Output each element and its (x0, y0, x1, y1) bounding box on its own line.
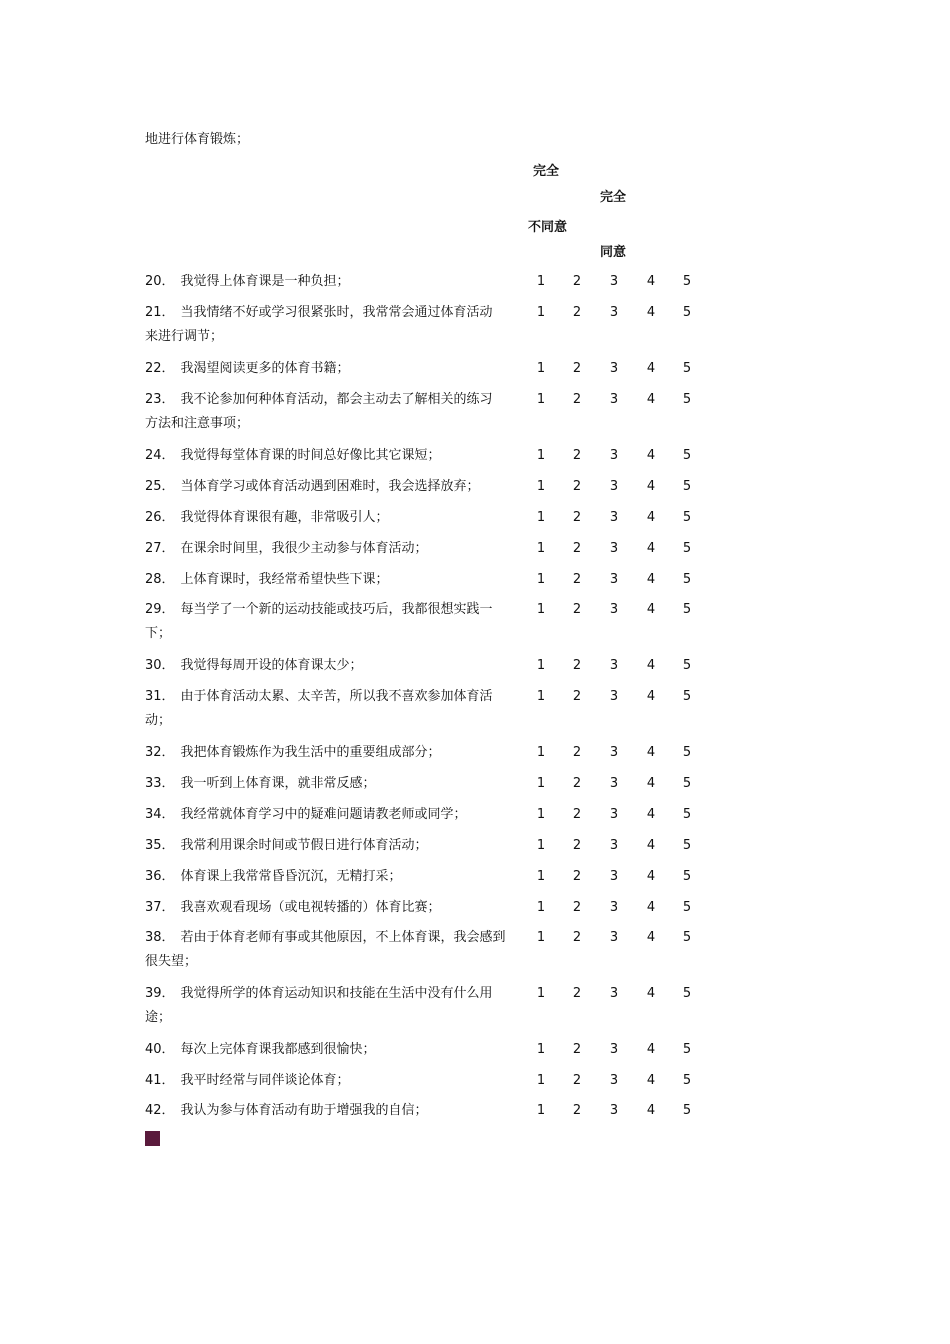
rating-option-1[interactable]: 1 (536, 361, 546, 376)
end-marker (145, 1131, 160, 1146)
question-text (145, 568, 530, 592)
question-text (145, 270, 530, 294)
rating-option-5[interactable]: 5 (682, 986, 692, 1001)
question-body: 上体育课时，我经常希望快些下课； (180, 572, 389, 587)
rating-scale (528, 654, 708, 678)
scale-header-right-bottom: 同意 (600, 245, 627, 260)
question-number: 36． (145, 869, 175, 884)
question-text (145, 896, 530, 920)
rating-scale (528, 1069, 708, 1093)
rating-option-3[interactable]: 3 (609, 541, 619, 556)
rating-scale (528, 926, 708, 950)
rating-option-1[interactable]: 1 (536, 658, 546, 673)
question-body-continued: 下； (145, 626, 172, 641)
question-number: 26． (145, 510, 175, 525)
rating-scale (528, 444, 708, 468)
rating-option-5[interactable]: 5 (682, 807, 692, 822)
rating-option-1[interactable]: 1 (536, 807, 546, 822)
rating-option-2[interactable]: 2 (572, 658, 582, 673)
rating-option-1[interactable]: 1 (536, 1042, 546, 1057)
question-number: 25． (145, 479, 175, 494)
rating-option-5[interactable]: 5 (682, 776, 692, 791)
rating-option-3[interactable]: 3 (609, 448, 619, 463)
rating-option-5[interactable]: 5 (682, 1103, 692, 1118)
question-body: 我平时经常与同伴谈论体育； (180, 1073, 350, 1088)
rating-option-3[interactable]: 3 (609, 689, 619, 704)
rating-option-2[interactable]: 2 (572, 689, 582, 704)
rating-option-4[interactable]: 4 (646, 392, 656, 407)
rating-option-4[interactable]: 4 (646, 930, 656, 945)
rating-scale (528, 741, 708, 765)
rating-option-4[interactable]: 4 (646, 776, 656, 791)
question-text (145, 982, 530, 1030)
rating-option-2[interactable]: 2 (572, 1073, 582, 1088)
question-text (145, 865, 530, 889)
rating-option-1[interactable]: 1 (536, 745, 546, 760)
question-text (145, 598, 530, 646)
question-number: 22． (145, 361, 175, 376)
rating-option-3[interactable]: 3 (609, 1073, 619, 1088)
rating-scale (528, 772, 708, 796)
rating-option-3[interactable]: 3 (609, 572, 619, 587)
rating-option-3[interactable]: 3 (609, 392, 619, 407)
question-text (145, 1069, 530, 1093)
question-number: 42． (145, 1103, 175, 1118)
rating-option-3[interactable]: 3 (609, 930, 619, 945)
rating-option-2[interactable]: 2 (572, 807, 582, 822)
rating-option-2[interactable]: 2 (572, 305, 582, 320)
rating-option-2[interactable]: 2 (572, 776, 582, 791)
question-number: 29． (145, 602, 175, 617)
question-text (145, 388, 530, 436)
rating-option-2[interactable]: 2 (572, 745, 582, 760)
question-body: 我常利用课余时间或节假日进行体育活动； (180, 838, 428, 853)
rating-option-4[interactable]: 4 (646, 305, 656, 320)
rating-option-3[interactable]: 3 (609, 869, 619, 884)
rating-scale (528, 388, 708, 412)
question-text (145, 301, 530, 349)
rating-option-3[interactable]: 3 (609, 658, 619, 673)
question-body-continued: 很失望； (145, 954, 198, 969)
question-number: 37． (145, 900, 175, 915)
question-body: 每次上完体育课我都感到很愉快； (180, 1042, 376, 1057)
question-body: 我经常就体育学习中的疑难问题请教老师或同学； (180, 807, 467, 822)
rating-option-1[interactable]: 1 (536, 776, 546, 791)
rating-scale (528, 270, 708, 294)
question-text (145, 475, 530, 499)
rating-option-5[interactable]: 5 (682, 479, 692, 494)
question-text (145, 741, 530, 765)
rating-option-4[interactable]: 4 (646, 448, 656, 463)
question-body: 我觉得所学的体育运动知识和技能在生活中没有什么用 (180, 986, 493, 1001)
question-number: 40． (145, 1042, 175, 1057)
question-text (145, 506, 530, 530)
question-body: 我把体育锻炼作为我生活中的重要组成部分； (180, 745, 441, 760)
rating-option-2[interactable]: 2 (572, 986, 582, 1001)
rating-scale (528, 598, 708, 622)
rating-option-4[interactable]: 4 (646, 838, 656, 853)
scale-header-right-top: 完全 (600, 190, 627, 205)
rating-option-1[interactable]: 1 (536, 479, 546, 494)
rating-option-5[interactable]: 5 (682, 1042, 692, 1057)
question-body: 体育课上我常常昏昏沉沉，无精打采； (180, 869, 402, 884)
rating-option-5[interactable]: 5 (682, 930, 692, 945)
rating-option-5[interactable]: 5 (682, 658, 692, 673)
question-number: 38． (145, 930, 175, 945)
question-text (145, 926, 530, 974)
rating-option-1[interactable]: 1 (536, 869, 546, 884)
rating-option-4[interactable]: 4 (646, 479, 656, 494)
question-text (145, 685, 530, 733)
rating-option-1[interactable]: 1 (536, 305, 546, 320)
rating-option-5[interactable]: 5 (682, 541, 692, 556)
rating-option-3[interactable]: 3 (609, 745, 619, 760)
rating-option-5[interactable]: 5 (682, 361, 692, 376)
rating-option-4[interactable]: 4 (646, 869, 656, 884)
rating-scale (528, 357, 708, 381)
question-number: 24． (145, 448, 175, 463)
rating-option-3[interactable]: 3 (609, 776, 619, 791)
question-number: 33． (145, 776, 175, 791)
rating-option-4[interactable]: 4 (646, 1073, 656, 1088)
rating-option-1[interactable]: 1 (536, 392, 546, 407)
rating-option-2[interactable]: 2 (572, 572, 582, 587)
rating-option-1[interactable]: 1 (536, 1103, 546, 1118)
rating-option-1[interactable]: 1 (536, 689, 546, 704)
rating-option-2[interactable]: 2 (572, 510, 582, 525)
rating-scale (528, 537, 708, 561)
rating-option-1[interactable]: 1 (536, 572, 546, 587)
rating-option-3[interactable]: 3 (609, 986, 619, 1001)
rating-scale (528, 301, 708, 325)
rating-scale (528, 896, 708, 920)
rating-scale (528, 685, 708, 709)
question-text (145, 772, 530, 796)
question-body-continued: 方法和注意事项； (145, 416, 250, 431)
question-body: 我喜欢观看现场（或电视转播的）体育比赛； (180, 900, 441, 915)
rating-option-3[interactable]: 3 (609, 1103, 619, 1118)
rating-option-5[interactable]: 5 (682, 745, 692, 760)
rating-option-4[interactable]: 4 (646, 361, 656, 376)
rating-option-4[interactable]: 4 (646, 1042, 656, 1057)
rating-option-1[interactable]: 1 (536, 900, 546, 915)
question-body: 当体育学习或体育活动遇到困难时，我会选择放弃； (180, 479, 480, 494)
rating-scale (528, 982, 708, 1006)
question-body-continued: 来进行调节； (145, 329, 224, 344)
rating-option-1[interactable]: 1 (536, 930, 546, 945)
rating-option-4[interactable]: 4 (646, 541, 656, 556)
question-body-continued: 动； (145, 713, 172, 728)
rating-option-3[interactable]: 3 (609, 602, 619, 617)
question-body: 每当学了一个新的运动技能或技巧后，我都很想实践一 (180, 602, 493, 617)
rating-option-5[interactable]: 5 (682, 602, 692, 617)
intro-text: 地进行体育锻炼； (145, 132, 250, 147)
rating-option-2[interactable]: 2 (572, 392, 582, 407)
question-body: 我觉得上体育课是一种负担； (180, 274, 350, 289)
question-body: 我觉得每周开设的体育课太少； (180, 658, 363, 673)
rating-option-2[interactable]: 2 (572, 274, 582, 289)
question-number: 41． (145, 1073, 175, 1088)
rating-option-3[interactable]: 3 (609, 274, 619, 289)
rating-option-5[interactable]: 5 (682, 392, 692, 407)
rating-option-3[interactable]: 3 (609, 479, 619, 494)
question-number: 21． (145, 305, 175, 320)
question-body: 我不论参加何种体育活动，都会主动去了解相关的练习 (180, 392, 493, 407)
question-number: 34． (145, 807, 175, 822)
question-text (145, 357, 530, 381)
rating-option-5[interactable]: 5 (682, 510, 692, 525)
rating-option-4[interactable]: 4 (646, 274, 656, 289)
question-text (145, 834, 530, 858)
question-body: 若由于体育老师有事或其他原因，不上体育课，我会感到 (180, 930, 506, 945)
rating-option-5[interactable]: 5 (682, 274, 692, 289)
rating-option-5[interactable]: 5 (682, 448, 692, 463)
rating-option-2[interactable]: 2 (572, 869, 582, 884)
rating-scale (528, 475, 708, 499)
question-text (145, 537, 530, 561)
rating-option-4[interactable]: 4 (646, 658, 656, 673)
rating-option-2[interactable]: 2 (572, 1042, 582, 1057)
rating-option-3[interactable]: 3 (609, 305, 619, 320)
rating-option-2[interactable]: 2 (572, 541, 582, 556)
rating-option-2[interactable]: 2 (572, 838, 582, 853)
scale-header-left-top: 完全 (533, 164, 560, 179)
rating-option-2[interactable]: 2 (572, 479, 582, 494)
rating-option-5[interactable]: 5 (682, 838, 692, 853)
rating-option-4[interactable]: 4 (646, 689, 656, 704)
rating-option-4[interactable]: 4 (646, 572, 656, 587)
rating-option-3[interactable]: 3 (609, 1042, 619, 1057)
rating-option-5[interactable]: 5 (682, 1073, 692, 1088)
rating-scale (528, 803, 708, 827)
question-number: 28． (145, 572, 175, 587)
question-number: 39． (145, 986, 175, 1001)
question-body: 我认为参与体育活动有助于增强我的自信； (180, 1103, 428, 1118)
rating-scale (528, 1038, 708, 1062)
rating-option-3[interactable]: 3 (609, 838, 619, 853)
question-body: 由于体育活动太累、太辛苦，所以我不喜欢参加体育活 (180, 689, 493, 704)
rating-scale (528, 865, 708, 889)
rating-option-4[interactable]: 4 (646, 510, 656, 525)
rating-option-4[interactable]: 4 (646, 745, 656, 760)
rating-scale (528, 1099, 708, 1123)
rating-scale (528, 506, 708, 530)
rating-option-2[interactable]: 2 (572, 361, 582, 376)
rating-option-2[interactable]: 2 (572, 448, 582, 463)
rating-option-4[interactable]: 4 (646, 602, 656, 617)
rating-option-5[interactable]: 5 (682, 305, 692, 320)
rating-option-1[interactable]: 1 (536, 1073, 546, 1088)
rating-option-3[interactable]: 3 (609, 361, 619, 376)
rating-option-3[interactable]: 3 (609, 900, 619, 915)
rating-scale (528, 834, 708, 858)
rating-option-3[interactable]: 3 (609, 510, 619, 525)
rating-option-1[interactable]: 1 (536, 986, 546, 1001)
question-number: 35． (145, 838, 175, 853)
question-body-continued: 途； (145, 1010, 172, 1025)
rating-option-2[interactable]: 2 (572, 900, 582, 915)
question-number: 20． (145, 274, 175, 289)
question-body: 我渴望阅读更多的体育书籍； (180, 361, 350, 376)
rating-scale (528, 568, 708, 592)
rating-option-1[interactable]: 1 (536, 274, 546, 289)
question-text (145, 444, 530, 468)
rating-option-1[interactable]: 1 (536, 838, 546, 853)
rating-option-5[interactable]: 5 (682, 689, 692, 704)
rating-option-5[interactable]: 5 (682, 572, 692, 587)
rating-option-1[interactable]: 1 (536, 602, 546, 617)
question-number: 30． (145, 658, 175, 673)
question-text (145, 654, 530, 678)
question-body: 我觉得每堂体育课的时间总好像比其它课短； (180, 448, 441, 463)
rating-option-2[interactable]: 2 (572, 602, 582, 617)
rating-option-3[interactable]: 3 (609, 807, 619, 822)
rating-option-4[interactable]: 4 (646, 900, 656, 915)
rating-option-4[interactable]: 4 (646, 807, 656, 822)
question-number: 27． (145, 541, 175, 556)
question-body: 我觉得体育课很有趣，非常吸引人； (180, 510, 389, 525)
rating-option-2[interactable]: 2 (572, 1103, 582, 1118)
rating-option-1[interactable]: 1 (536, 541, 546, 556)
question-text (145, 1038, 530, 1062)
question-body: 我一听到上体育课，就非常反感； (180, 776, 376, 791)
rating-option-4[interactable]: 4 (646, 1103, 656, 1118)
scale-header-left-bottom: 不同意 (528, 220, 568, 235)
rating-option-1[interactable]: 1 (536, 510, 546, 525)
question-body: 在课余时间里，我很少主动参与体育活动； (180, 541, 428, 556)
rating-option-2[interactable]: 2 (572, 930, 582, 945)
question-text (145, 1099, 530, 1123)
question-number: 32． (145, 745, 175, 760)
rating-option-5[interactable]: 5 (682, 869, 692, 884)
question-number: 31． (145, 689, 175, 704)
question-body: 当我情绪不好或学习很紧张时，我常常会通过体育活动 (180, 305, 493, 320)
question-number: 23． (145, 392, 175, 407)
question-text (145, 803, 530, 827)
rating-option-5[interactable]: 5 (682, 900, 692, 915)
rating-option-4[interactable]: 4 (646, 986, 656, 1001)
rating-option-1[interactable]: 1 (536, 448, 546, 463)
